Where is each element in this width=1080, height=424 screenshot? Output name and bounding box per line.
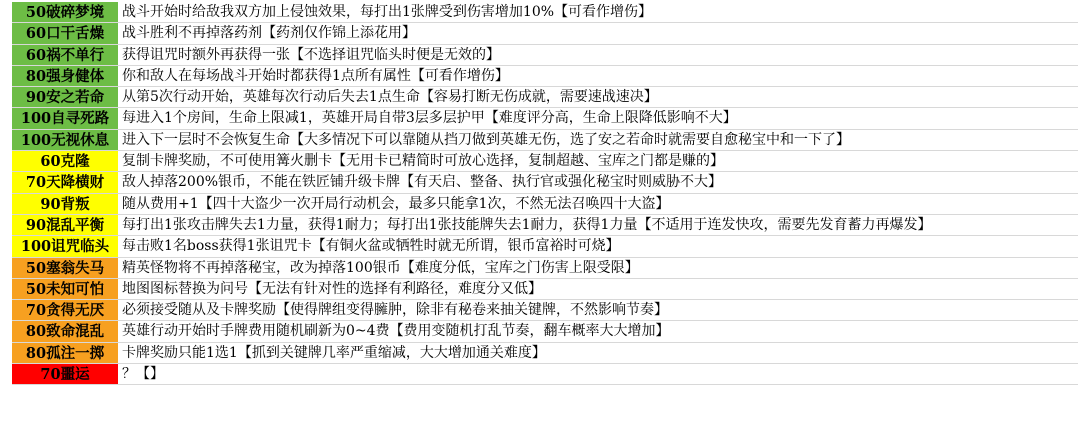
table-row <box>12 172 1078 193</box>
modifier-name-cell: 90背叛 <box>12 194 119 214</box>
modifier-name-cell: 90混乱平衡 <box>12 215 119 235</box>
table-row <box>12 130 1078 151</box>
modifier-description-cell: 随从费用+1【四十大盗少一次开局行动机会，最多只能拿1次，不然无法召唤四十大盗】 <box>122 195 670 212</box>
table-row <box>12 364 1078 385</box>
modifier-name-cell: 100诅咒临头 <box>12 236 119 256</box>
table-row <box>12 279 1078 300</box>
modifier-description-cell: 敌人掉落200%银币，不能在铁匠铺升级卡牌【有天启、整备、执行官或强化秘宝时则威胁不大】 <box>122 174 723 191</box>
modifier-name-cell: 60克隆 <box>12 151 119 171</box>
table-row <box>12 343 1078 364</box>
modifier-description-cell: 每打出1张攻击牌失去1力量，获得1耐力；每打出1张技能牌失去1耐力，获得1力量【不适用于连发快攻，需要先发育蓄力再爆发】 <box>122 216 932 233</box>
table-row <box>12 23 1078 44</box>
modifier-name-cell: 50未知可怕 <box>12 279 119 299</box>
modifier-description-cell: 复制卡牌奖励，不可使用篝火删卡【无用卡已精简时可放心选择，复制超越、宝库之门都是赚的】 <box>122 153 724 170</box>
table-row <box>12 45 1078 66</box>
modifier-description-cell: 地图图标替换为问号【无法有针对性的选择有利路径，难度分又低】 <box>122 280 542 297</box>
modifier-name-cell: 90安之若命 <box>12 87 119 107</box>
modifier-description-cell: 英雄行动开始时手牌费用随机刷新为0~4费【费用变随机打乱节奏，翻车概率大大增加】 <box>122 323 670 340</box>
modifier-description-cell: ？【】 <box>122 366 164 383</box>
table-row <box>12 108 1078 129</box>
modifier-name-cell: 50塞翁失马 <box>12 258 119 278</box>
modifier-description-cell: 每击败1名boss获得1张诅咒卡【有铜火盆或牺牲时就无所谓，银币富裕时可烧】 <box>122 238 620 255</box>
table-row <box>12 236 1078 257</box>
modifier-name-cell: 100自寻死路 <box>12 108 119 128</box>
table-row <box>12 215 1078 236</box>
modifier-name-cell: 70天降横财 <box>12 172 119 192</box>
modifier-name-cell: 50破碎梦境 <box>12 2 119 22</box>
modifier-description-cell: 战斗开始时给敌我双方加上侵蚀效果，每打出1张牌受到伤害增加10%【可看作增伤】 <box>122 4 653 20</box>
modifier-description-cell: 必须接受随从及卡牌奖励【使得牌组变得臃肿，除非有秘卷来抽关键牌，不然影响节奏】 <box>122 302 668 319</box>
table-row <box>12 2 1078 23</box>
modifier-name-cell: 60祸不单行 <box>12 45 119 65</box>
modifier-name-cell: 70噩运 <box>12 364 119 384</box>
modifier-name-cell: 70贪得无厌 <box>12 300 119 320</box>
table-row <box>12 151 1078 172</box>
modifier-name-cell: 60口干舌燥 <box>12 23 119 43</box>
modifier-name-cell: 80孤注一掷 <box>12 343 119 363</box>
modifier-description-cell: 从第5次行动开始，英雄每次行动后失去1点生命【容易打断无伤成就，需要速战速决】 <box>122 89 658 106</box>
modifier-description-cell: 进入下一层时不会恢复生命【大多情况下可以靠随从挡刀做到英雄无伤，选了安之若命时就需要自愈秘宝中和一下了】 <box>122 131 850 148</box>
modifier-name-cell: 80强身健体 <box>12 66 119 86</box>
table-row <box>12 87 1078 108</box>
difficulty-modifier-table <box>12 2 1078 385</box>
modifier-description-cell: 每进入1个房间，生命上限减1，英雄开局自带3层多层护甲【难度评分高，生命上限降低影响不大】 <box>122 110 737 127</box>
modifier-name-cell: 100无视休息 <box>12 130 119 150</box>
modifier-description-cell: 战斗胜利不再掉落药剂【药剂仅作锦上添花用】 <box>122 25 416 42</box>
table-row <box>12 66 1078 87</box>
table-row <box>12 258 1078 279</box>
table-row <box>12 321 1078 342</box>
modifier-description-cell: 你和敌人在每场战斗开始时都获得1点所有属性【可看作增伤】 <box>122 67 509 84</box>
modifier-description-cell: 精英怪物将不再掉落秘宝，改为掉落100银币【难度分低，宝库之门伤害上限受限】 <box>122 259 639 276</box>
table-row <box>12 194 1078 215</box>
modifier-description-cell: 卡牌奖励只能1选1【抓到关键牌几率严重缩减，大大增加通关难度】 <box>122 344 546 361</box>
modifier-description-cell: 获得诅咒时额外再获得一张【不选择诅咒临头时便是无效的】 <box>122 46 500 63</box>
table-row <box>12 300 1078 321</box>
modifier-name-cell: 80致命混乱 <box>12 321 119 341</box>
